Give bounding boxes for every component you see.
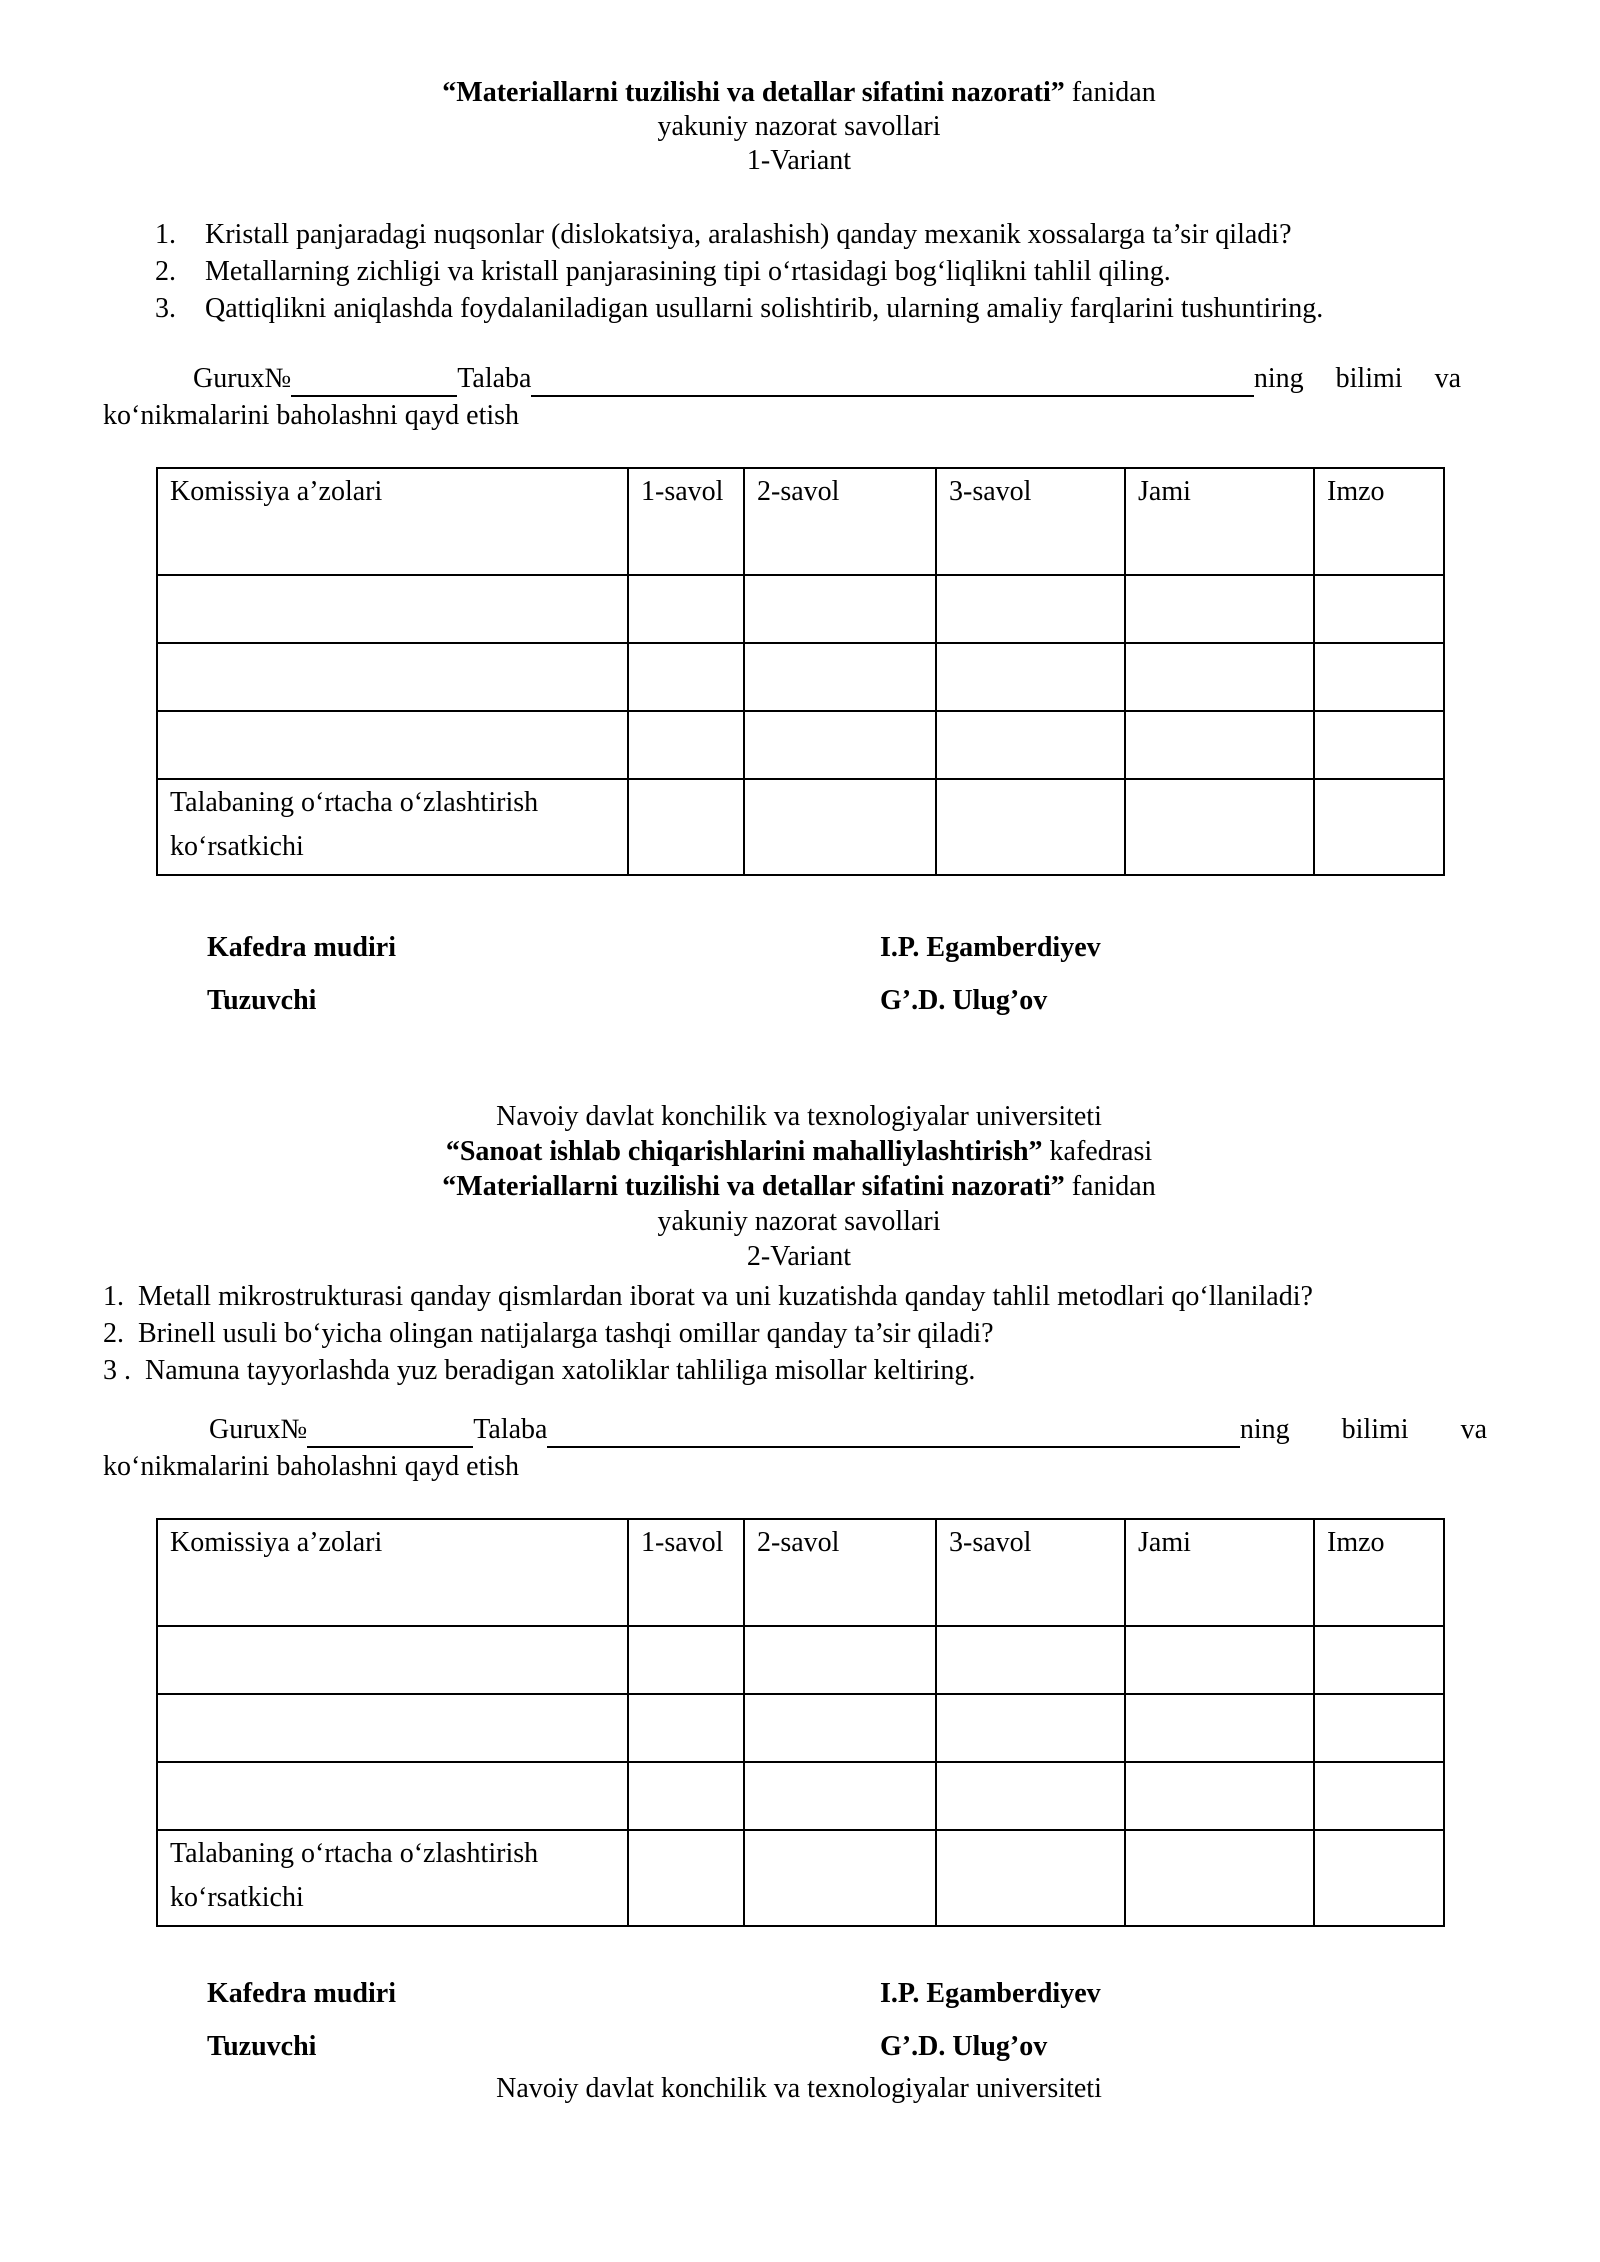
header-cell-q2: 2-savol xyxy=(744,468,936,575)
table-empty-cell xyxy=(157,1626,628,1694)
header-cell-total: Jami xyxy=(1125,468,1314,575)
signature-name: I.P. Egamberdiyev xyxy=(880,1978,1101,2009)
table-empty-cell xyxy=(744,1694,936,1762)
subtitle: yakuniy nazorat savollari xyxy=(657,111,941,142)
table-empty-cell xyxy=(628,643,744,711)
record-line-continuation: ko‘nikmalarini baholashni qayd etish xyxy=(103,400,520,431)
table-empty-cell xyxy=(1125,643,1314,711)
table-empty-cell xyxy=(157,575,628,643)
table-empty-cell xyxy=(1314,643,1444,711)
table-empty-cell xyxy=(936,711,1125,779)
table-empty-cell xyxy=(744,1762,936,1830)
record-word-va: va xyxy=(1460,1414,1487,1445)
table-empty-cell xyxy=(936,575,1125,643)
header-cell-q1: 1-savol xyxy=(628,1519,744,1626)
table-empty-cell xyxy=(157,1694,628,1762)
student-label: Talaba xyxy=(473,1414,548,1445)
question-text: Namuna tayyorlashda yuz beradigan xatoliklar tahliliga misollar keltiring. xyxy=(145,1355,976,1386)
table-empty-cell xyxy=(744,1830,936,1926)
question-text: Qattiqlikni aniqlashda foydalaniladigan usullarni solishtirib, ularning amaliy farqlarini tushuntiring. xyxy=(205,293,1324,324)
table-empty-cell xyxy=(1314,1830,1444,1926)
table-empty-cell xyxy=(936,1762,1125,1830)
table-empty-cell xyxy=(936,1830,1125,1926)
variant1-question-list xyxy=(103,216,1495,327)
table-empty-cell xyxy=(744,711,936,779)
table-empty-cell xyxy=(1125,1694,1314,1762)
table-empty-cell xyxy=(628,779,744,875)
record-word-bilimi: bilimi xyxy=(1341,1414,1409,1445)
table-empty-cell xyxy=(1125,711,1314,779)
table-empty-cell xyxy=(1125,1762,1314,1830)
variant2-header xyxy=(103,1099,1495,1274)
question-item xyxy=(103,1278,1495,1315)
table-empty-cell xyxy=(1314,1694,1444,1762)
department-suffix: kafedrasi xyxy=(1042,1136,1153,1167)
table-empty-cell xyxy=(157,1762,628,1830)
table-empty-cell xyxy=(628,1626,744,1694)
subtitle: yakuniy nazorat savollari xyxy=(657,1206,941,1237)
record-word-ning: ning xyxy=(1253,363,1304,394)
student-name-blank xyxy=(547,1416,1239,1448)
student-label: Talaba xyxy=(457,363,532,394)
table-row xyxy=(157,711,1444,779)
table-empty-cell xyxy=(744,643,936,711)
signature-role: Kafedra mudiri xyxy=(207,1978,396,2009)
header-cell-q2: 2-savol xyxy=(744,1519,936,1626)
header-cell-commission: Komissiya a’zolari xyxy=(157,1519,628,1626)
assessment-record-line xyxy=(103,360,1495,397)
table-empty-cell xyxy=(1314,779,1444,875)
group-number-blank xyxy=(307,1416,473,1448)
table-empty-cell xyxy=(1125,1830,1314,1926)
table-summary-row xyxy=(157,779,1444,875)
table-empty-cell xyxy=(744,1626,936,1694)
signature-name: G’.D. Ulug’ov xyxy=(880,985,1048,1016)
assessment-table-variant2 xyxy=(156,1518,1445,1927)
table-empty-cell xyxy=(1314,1762,1444,1830)
table-empty-cell xyxy=(157,711,628,779)
table-empty-cell xyxy=(1314,1626,1444,1694)
table-empty-cell xyxy=(157,643,628,711)
course-title-suffix: fanidan xyxy=(1064,1171,1156,1202)
header-cell-signature: Imzo xyxy=(1314,1519,1444,1626)
course-title: “Materiallarni tuzilishi va detallar sifatini nazorati” xyxy=(442,1171,1065,1202)
student-name-blank xyxy=(531,365,1253,397)
table-empty-cell xyxy=(936,779,1125,875)
group-label: Gurux№ xyxy=(193,363,292,394)
course-title-suffix: fanidan xyxy=(1064,77,1156,108)
header-cell-q3: 3-savol xyxy=(936,1519,1125,1626)
signature-row-composer xyxy=(207,982,1495,1019)
header-cell-q1: 1-savol xyxy=(628,468,744,575)
group-number-blank xyxy=(291,365,457,397)
question-number: 3. xyxy=(155,293,176,324)
department-line xyxy=(103,1134,1495,1169)
table-empty-cell xyxy=(628,575,744,643)
question-number: 2. xyxy=(155,256,176,287)
record-word-ning: ning xyxy=(1239,1414,1290,1445)
table-empty-cell xyxy=(1125,575,1314,643)
question-number: 3 . xyxy=(103,1355,131,1386)
question-number: 1. xyxy=(155,219,176,250)
group-label: Gurux№ xyxy=(209,1414,308,1445)
table-row xyxy=(157,1694,1444,1762)
table-row xyxy=(157,1626,1444,1694)
summary-label-cell: Talabaning o‘rtacha o‘zlashtirish ko‘rsatkichi xyxy=(157,1830,628,1926)
table-empty-cell xyxy=(628,1762,744,1830)
table-empty-cell xyxy=(744,575,936,643)
table-row xyxy=(157,1762,1444,1830)
question-item xyxy=(103,1315,1495,1352)
table-empty-cell xyxy=(744,779,936,875)
signature-row-head xyxy=(207,929,1495,966)
table-row xyxy=(157,575,1444,643)
variant2-label: 2-Variant xyxy=(746,1241,852,1272)
record-line-continuation: ko‘nikmalarini baholashni qayd etish xyxy=(103,1451,520,1482)
signature-row-composer xyxy=(207,2028,1495,2065)
question-text: Kristall panjaradagi nuqsonlar (dislokatsiya, aralashish) qanday mexanik xossalarga ta’sir qiladi? xyxy=(205,219,1292,250)
department-title: “Sanoat ishlab chiqarishlarini mahalliylashtirish” xyxy=(445,1136,1043,1167)
signature-role: Tuzuvchi xyxy=(207,985,317,1016)
header-cell-commission: Komissiya a’zolari xyxy=(157,468,628,575)
question-number: 2. xyxy=(103,1318,124,1349)
signature-name: G’.D. Ulug’ov xyxy=(880,2031,1048,2062)
record-word-va: va xyxy=(1434,363,1461,394)
table-empty-cell xyxy=(628,711,744,779)
table-empty-cell xyxy=(936,1626,1125,1694)
table-summary-row xyxy=(157,1830,1444,1926)
footer-university-name: Navoiy davlat konchilik va texnologiyalar universiteti xyxy=(496,2073,1102,2104)
question-text: Brinell usuli bo‘yicha olingan natijalarga tashqi omillar qanday ta’sir qiladi? xyxy=(138,1318,994,1349)
table-empty-cell xyxy=(936,1694,1125,1762)
signature-row-head xyxy=(207,1975,1495,2012)
question-item xyxy=(103,216,1495,253)
question-text: Metallarning zichligi va kristall panjarasining tipi o‘rtasidagi bog‘liqlikni tahlil qiling. xyxy=(205,256,1171,287)
table-header-row xyxy=(157,1519,1444,1626)
table-empty-cell xyxy=(1314,575,1444,643)
university-name: Navoiy davlat konchilik va texnologiyalar universiteti xyxy=(496,1101,1102,1132)
course-title: “Materiallarni tuzilishi va detallar sifatini nazorati” xyxy=(442,77,1065,108)
question-item xyxy=(103,253,1495,290)
assessment-table-variant1 xyxy=(156,467,1445,876)
question-item xyxy=(103,290,1495,327)
signature-name: I.P. Egamberdiyev xyxy=(880,932,1101,963)
record-word-bilimi: bilimi xyxy=(1335,363,1403,394)
variant1-header xyxy=(103,76,1495,178)
header-cell-signature: Imzo xyxy=(1314,468,1444,575)
summary-label-cell: Talabaning o‘rtacha o‘zlashtirish ko‘rsatkichi xyxy=(157,779,628,875)
assessment-record-line xyxy=(103,1411,1495,1448)
variant2-question-list xyxy=(103,1278,1495,1389)
table-row xyxy=(157,643,1444,711)
table-empty-cell xyxy=(936,643,1125,711)
table-empty-cell xyxy=(1314,711,1444,779)
course-title-line xyxy=(103,1169,1495,1204)
table-empty-cell xyxy=(1125,1626,1314,1694)
question-item xyxy=(103,1352,1495,1389)
question-text: Metall mikrostrukturasi qanday qismlardan iborat va uni kuzatishda qanday tahlil metodlari qo‘llaniladi? xyxy=(138,1281,1313,1312)
header-cell-total: Jami xyxy=(1125,1519,1314,1626)
header-cell-q3: 3-savol xyxy=(936,468,1125,575)
variant1-label: 1-Variant xyxy=(746,145,852,176)
table-empty-cell xyxy=(1125,779,1314,875)
course-title-line xyxy=(103,76,1495,110)
signature-role: Tuzuvchi xyxy=(207,2031,317,2062)
question-number: 1. xyxy=(103,1281,124,1312)
table-empty-cell xyxy=(628,1694,744,1762)
signature-role: Kafedra mudiri xyxy=(207,932,396,963)
table-header-row xyxy=(157,468,1444,575)
table-empty-cell xyxy=(628,1830,744,1926)
